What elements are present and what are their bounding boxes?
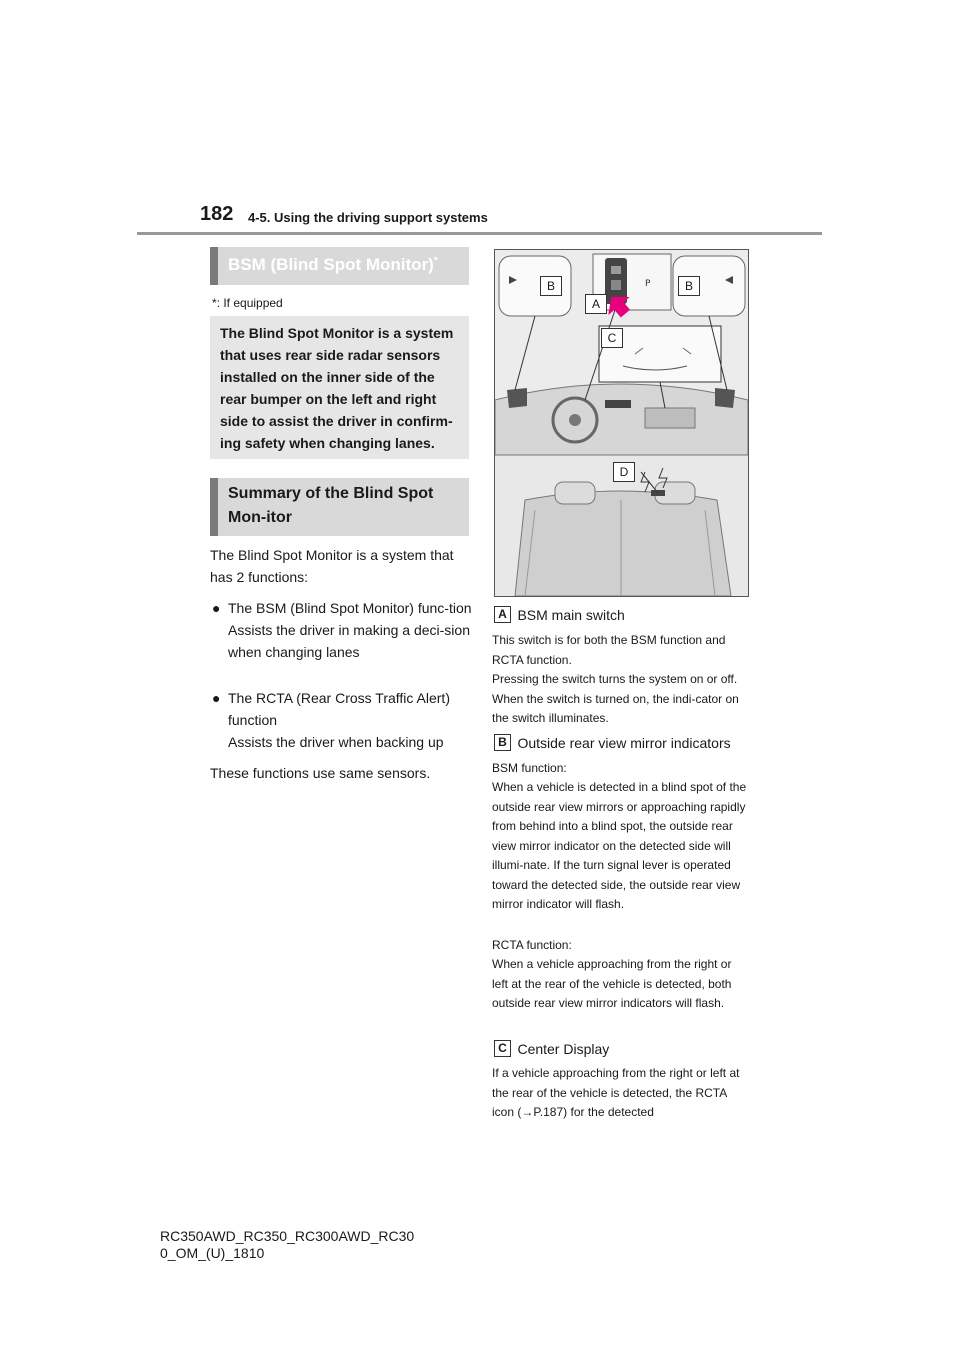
- footer-line-1: RC350AWD_RC350_RC300AWD_RC30: [160, 1228, 415, 1244]
- badge-b: B: [494, 734, 511, 751]
- item-a-heading: [494, 606, 749, 624]
- item-a-title: BSM main switch: [517, 606, 625, 623]
- bullet-title: The RCTA (Rear Cross Traffic Alert) function: [228, 690, 450, 728]
- item-b-desc-3: RCTA function:: [492, 938, 572, 952]
- item-a-desc-1: This switch is for both the BSM function and RCTA function.: [492, 633, 726, 667]
- vehicle-figure: [494, 249, 749, 597]
- item-c-desc-1: If a vehicle approaching from the right or left at the rear of the vehicle is detected, the RCTA icon (→P.187) for the detected: [492, 1066, 740, 1119]
- item-b-desc-1: BSM function:: [492, 761, 567, 775]
- bullet-desc: Assists the driver when backing up: [228, 734, 444, 750]
- bullet-dot-icon: ●: [212, 600, 221, 616]
- header-rule: [137, 232, 822, 235]
- item-a-desc-2: Pressing the switch turns the system on or off. When the switch is turned on, the indi-cator on the switch illuminates.: [492, 672, 739, 725]
- badge-a: A: [494, 606, 511, 623]
- vehicle-illustration: [495, 250, 748, 596]
- figure-label-d: D: [613, 462, 635, 482]
- figure-label-b-left: B: [540, 276, 562, 296]
- bullet-rcta: [212, 687, 472, 753]
- item-b-heading: [494, 734, 749, 752]
- footer-doc-id: [160, 1228, 414, 1262]
- item-b-title: Outside rear view mirror indicators: [517, 734, 731, 751]
- section-title: [210, 247, 469, 285]
- bullet-dot-icon: ●: [212, 690, 221, 706]
- section-title-text: BSM (Blind Spot Monitor): [228, 255, 434, 274]
- figure-label-c: C: [601, 328, 623, 348]
- closing-paragraph: These functions use same sensors.: [210, 765, 431, 781]
- footnote: *: If equipped: [212, 296, 283, 310]
- bullet-bsm: [212, 597, 472, 663]
- item-b-desc-2: When a vehicle is detected in a blind spot of the outside rear view mirrors or approaching rapidly from behind into a blind spot, the outside rear view mirror indicator on the detected side will illumi-nate. If the turn signal lever is operated toward the detected side, the outside rear view mirror indicator will flash.: [492, 780, 747, 911]
- summary-title: Summary of the Blind Spot Mon-itor: [210, 478, 469, 536]
- title-asterisk: *: [433, 255, 438, 267]
- intro-paragraph: The Blind Spot Monitor is a system that has 2 functions:: [210, 547, 454, 585]
- section-header: 4-5. Using the driving support systems: [248, 210, 488, 225]
- item-c-heading: [494, 1040, 749, 1058]
- svg-text:P: P: [645, 279, 651, 289]
- bullet-desc: Assists the driver in making a deci-sion when changing lanes: [228, 622, 470, 660]
- figure-label-b-right: B: [678, 276, 700, 296]
- footer-line-2: 0_OM_(U)_1810: [160, 1245, 265, 1261]
- bullet-title: The BSM (Blind Spot Monitor) func-tion: [228, 600, 472, 616]
- figure-label-a: A: [585, 294, 607, 314]
- item-b-desc-4: When a vehicle approaching from the right or left at the rear of the vehicle is detected, both outside rear view mirror indicators will flash.: [492, 957, 732, 1010]
- page-number: 182: [200, 203, 234, 225]
- badge-c: C: [494, 1040, 511, 1057]
- item-c-title: Center Display: [517, 1040, 610, 1057]
- intro-box: The Blind Spot Monitor is a system that uses rear side radar sensors installed on the inner side of the rear bumper on the left and right side to assist the driver in confirm-ing safety when changing lanes.: [210, 316, 469, 459]
